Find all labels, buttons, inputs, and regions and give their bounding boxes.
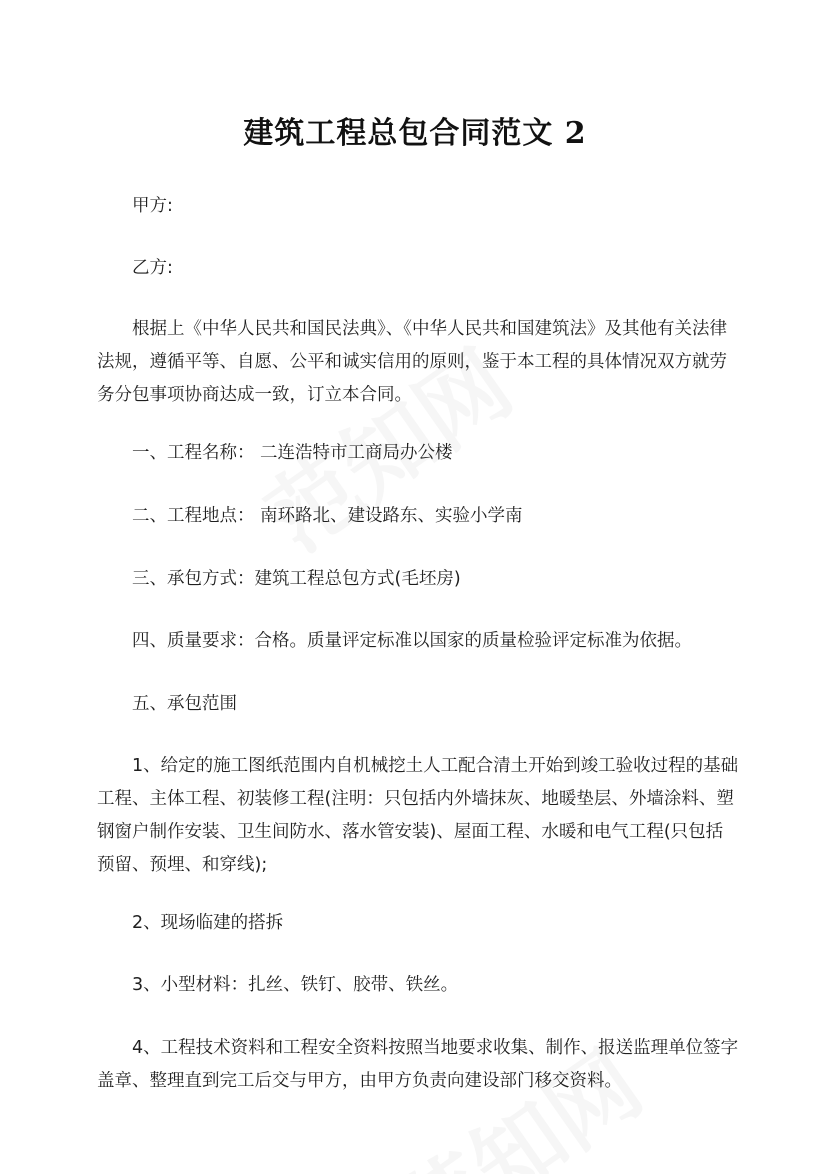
- paragraph: 五、承包范围: [132, 694, 237, 714]
- paragraph: 3、小型材料：扎丝、铁钉、胶带、铁丝。: [132, 975, 459, 995]
- paragraph: 二、工程地点： 南环路北、建设路东、实验小学南: [132, 506, 523, 526]
- paragraph: 甲方:: [132, 196, 173, 216]
- paragraph: 乙方:: [132, 258, 173, 278]
- paragraph: 4、工程技术资料和工程安全资料按照当地要求收集、制作、报送监理单位签字盖章、整理直到完工后交与甲方，由甲方负责向建设部门移交资料。: [97, 1038, 739, 1091]
- paragraph: 三、承包方式：建筑工程总包方式(毛坯房): [132, 569, 461, 589]
- paragraph: 2、现场临建的搭拆: [132, 913, 284, 933]
- paragraph: 根据上《中华人民共和国民法典》、《中华人民共和国建筑法》及其他有关法律法规，遵循平等、自愿、公平和诚实信用的原则，鉴于本工程的具体情况双方就劳务分包事项协商达成一致，订立本合同。: [97, 319, 727, 405]
- document-title: 建筑工程总包合同范文 2: [243, 116, 587, 151]
- paragraph: 一、工程名称： 二连浩特市工商局办公楼: [132, 443, 453, 463]
- paragraph: 四、质量要求：合格。质量评定标准以国家的质量检验评定标准为依据。: [132, 631, 692, 651]
- paragraph: 1、给定的施工图纸范围内自机械挖土人工配合清土开始到竣工验收过程的基础工程、主体工程、初装修工程(注明：只包括内外墙抹灰、地暖垫层、外墙涂料、塑钢窗户制作安装、卫生间防水、落水管安装)、屋面工程、水暖和电气工程(只包括预留、预埋、和穿线);: [97, 756, 739, 875]
